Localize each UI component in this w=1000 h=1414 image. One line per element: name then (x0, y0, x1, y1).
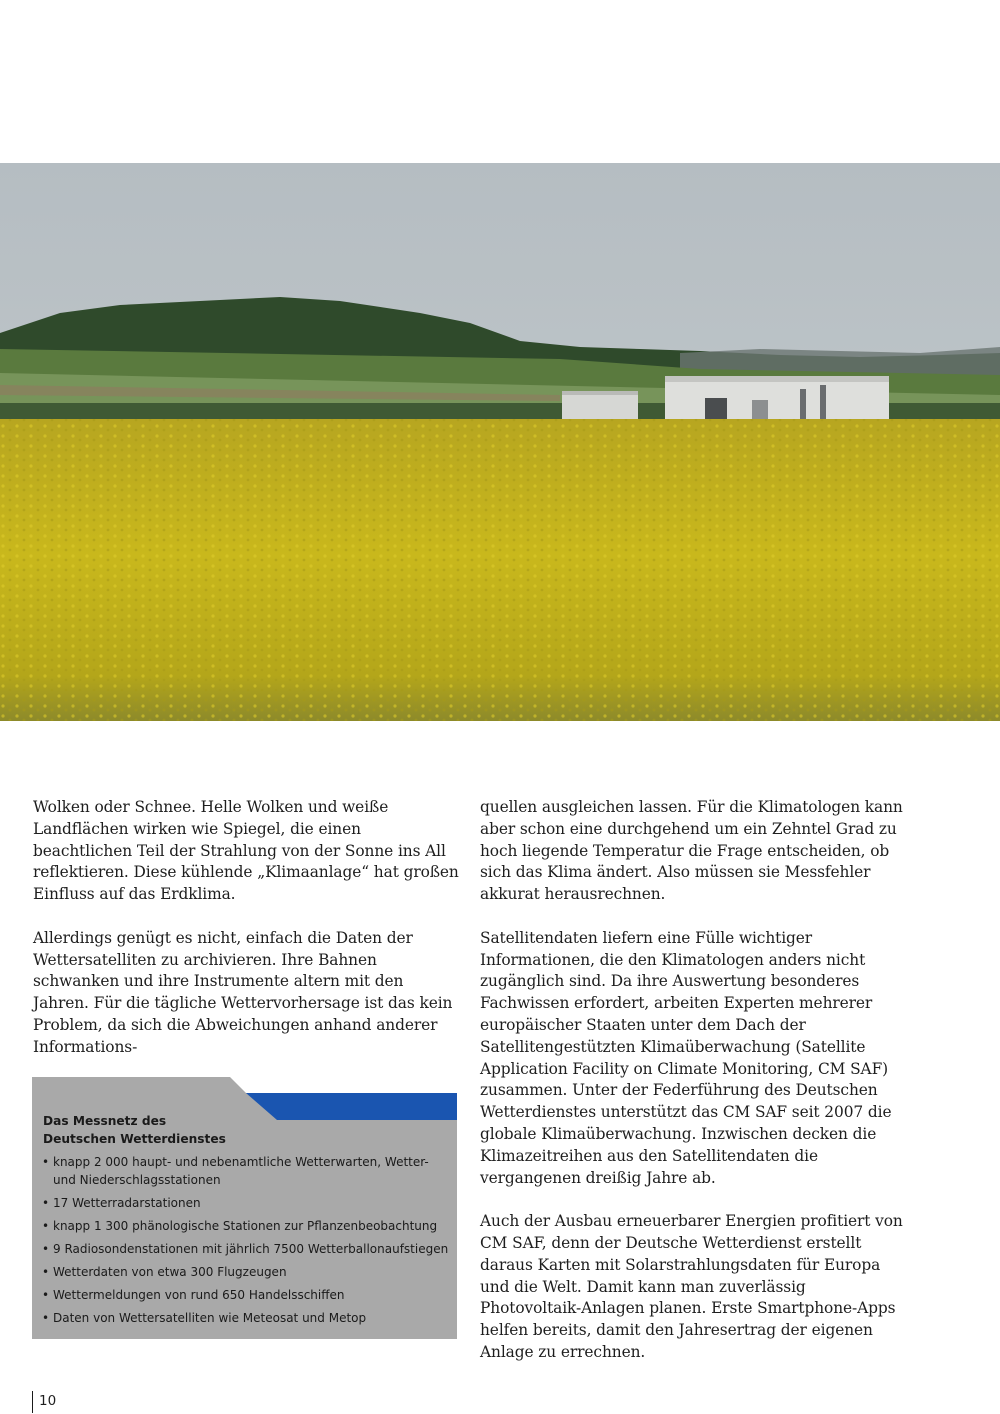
paragraph: Wolken oder Schnee. Helle Wolken und weiße Landflächen wirken wie Spiegel, die einen beachtlichen Teil der Strahlung von der Sonne ins All reflektieren. Diese kühlende „Klimaanlage“ hat großen Einfluss auf das Erdklima. (33, 798, 459, 904)
list-item: • knapp 2 000 haupt- und nebenamtliche Wetterwarten, Wetter- und Niederschlagsstationen (42, 1155, 429, 1187)
header-photo (0, 163, 1000, 721)
paragraph: Satellitendaten liefern eine Fülle wichtiger Informationen, die den Klimatologen anders nicht zugänglich sind. Da ihre Auswertung besonderes Fachwissen erfordert, arbeiten Experten mehrerer europäischer Staaten unter dem Dach der Satellitengestützten Klimaüberwachung (Satellite Application Facility on Climate Monitoring, CM SAF) zusammen. Unter der Federführung des Deutschen Wetterdienstes unterstützt das CM SAF seit 2007 die globale Klimaüberwachung. Inzwischen decken die Klimazeitreihen aus den Satellitendaten die vergangenen dreißig Jahre ab. (480, 928, 892, 1187)
box-title: Das Messnetz des Deutschen Wetterdienstes (43, 1114, 226, 1146)
list-item: • 17 Wetterradarstationen (42, 1196, 201, 1210)
list-item: • Wettermeldungen von rund 650 Handelsschiffen (42, 1288, 345, 1302)
rapeseed-field-photo (0, 163, 1000, 721)
list-item: • Daten von Wettersatelliten wie Meteosat und Metop (42, 1311, 367, 1325)
list-item: • Wetterdaten von etwa 300 Flugzeugen (42, 1265, 287, 1279)
paragraph: Allerdings genügt es nicht, einfach die Daten der Wettersatelliten zu archivieren. Ihre Bahnen schwanken und ihre Instrumente altern mit den Jahren. Für die tägliche Wettervorhersage ist das kein Problem, da sich die Abweichungen anhand anderer Informations- (33, 928, 453, 1056)
page-number: 10 (32, 1391, 56, 1413)
paragraph: quellen ausgleichen lassen. Für die Klimatologen kann aber schon eine durchgehend um ein Zehntel Grad zu hoch liegende Temperatur die Frage entscheiden, ob sich das Klima ändert. Also müssen sie Messfehler akkurat herausrechnen. (480, 798, 903, 904)
info-box-measurement-network (32, 1077, 457, 1339)
paragraph: Auch der Ausbau erneuerbarer Energien profitiert von CM SAF, denn der Deutsche Wetterdienst erstellt daraus Karten mit Solarstrahlungsdaten für Europa und die Welt. Damit kann man zuverlässig Photovoltaik-Anlagen planen. Erste Smartphone-Apps helfen bereits, damit den Jahresertrag der eigenen Anlage zu errechnen. (480, 1212, 903, 1361)
list-item: • knapp 1 300 phänologische Stationen zur Pflanzenbeobachtung (42, 1219, 438, 1233)
box-list (42, 1153, 452, 1332)
right-text-column (480, 797, 910, 1386)
list-item: • 9 Radiosondenstationen mit jährlich 7500 Wetterballonaufstiegen (42, 1242, 449, 1256)
left-text-column (33, 797, 463, 1080)
